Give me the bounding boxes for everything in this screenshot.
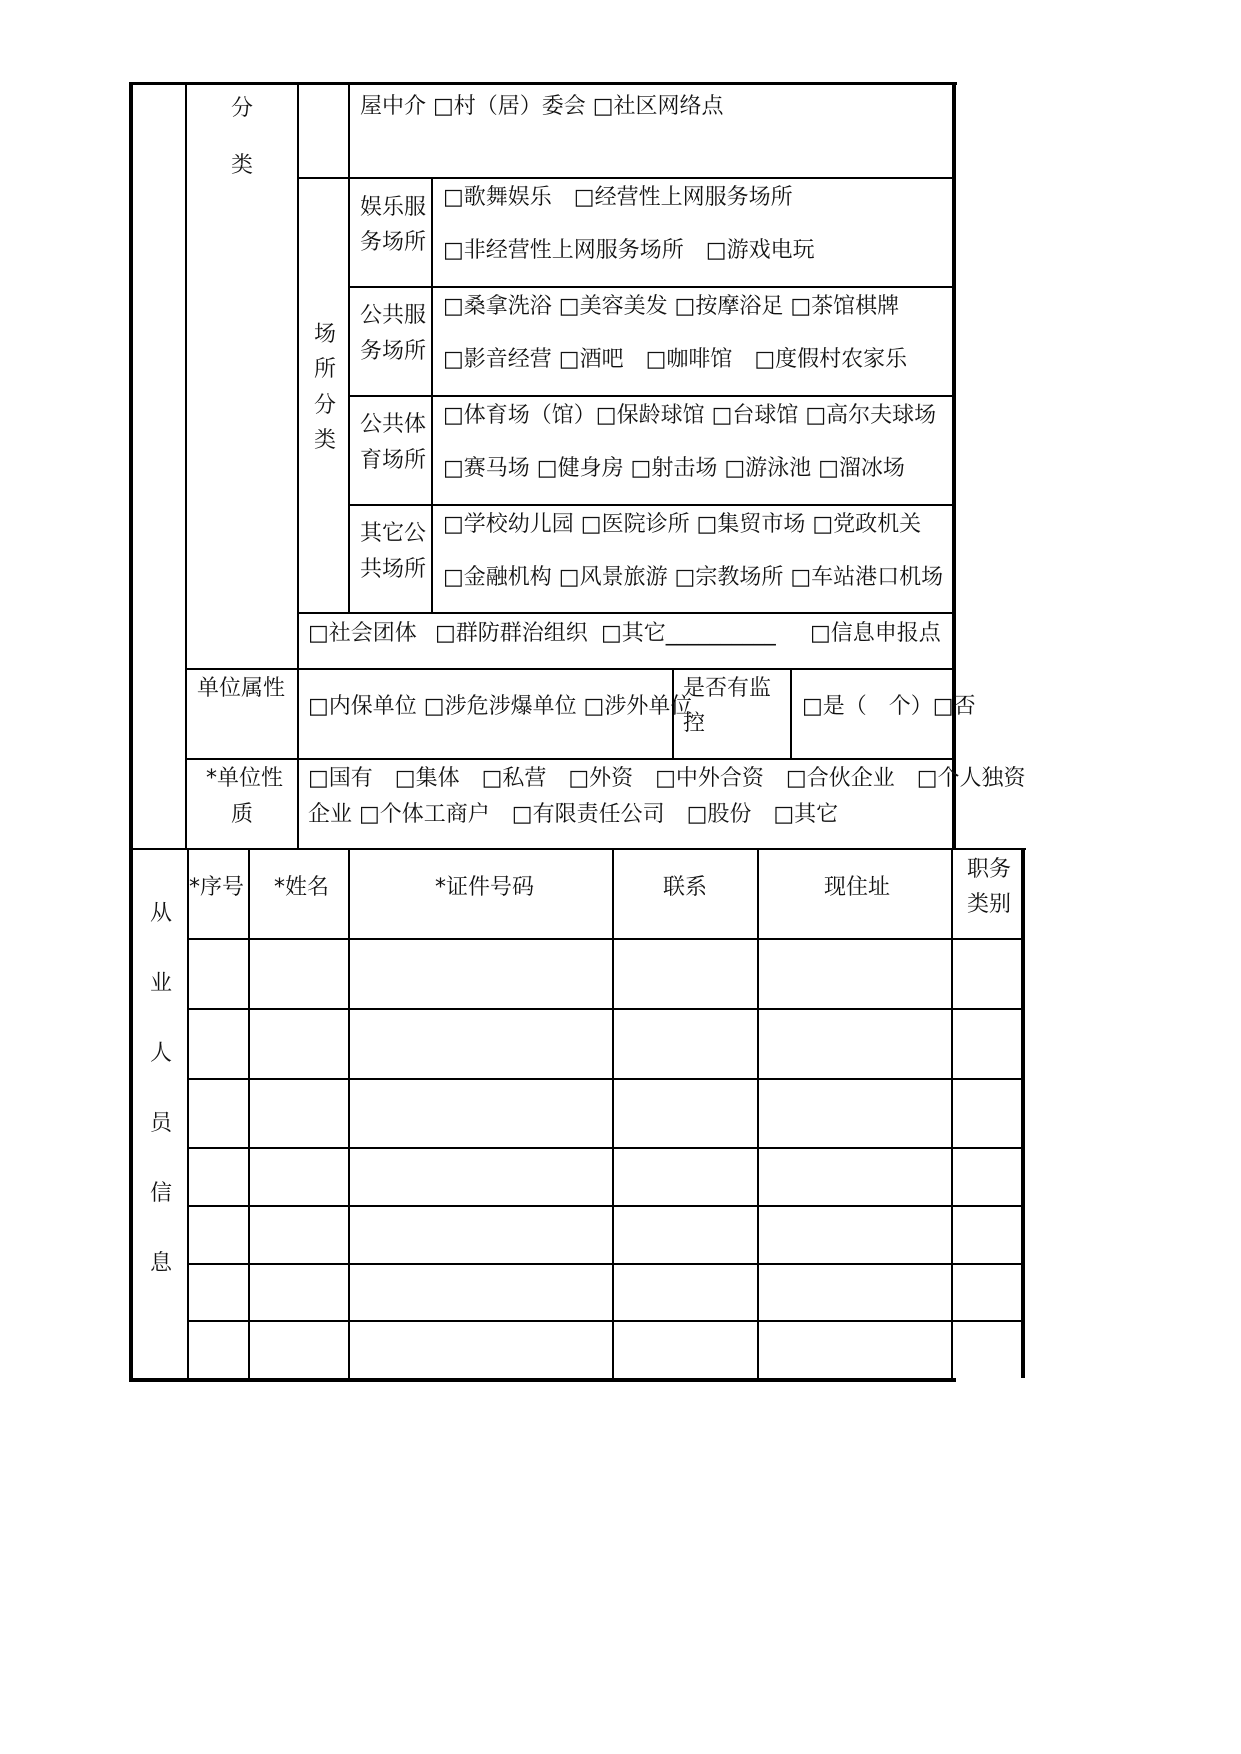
cat4-label-2: 共场所 bbox=[360, 557, 427, 582]
cat1-line-1: □歌舞娱乐 □经营性上网服务场所 bbox=[443, 185, 793, 210]
cat1-label-1: 娱乐服 bbox=[360, 195, 427, 220]
cat3-line-2: □赛马场 □健身房 □射击场 □游泳池 □溜冰场 bbox=[443, 456, 905, 481]
header-address: 现住址 bbox=[824, 875, 891, 900]
cat1-line-2: □非经营性上网服务场所 □游戏电玩 bbox=[443, 238, 815, 263]
unit-nature-line-2[interactable]: 企业 □个体工商户 □有限责任公司 □股份 □其它 bbox=[308, 802, 839, 827]
cat2-line-2: □影音经营 □酒吧 □咖啡馆 □度假村农家乐 bbox=[443, 347, 908, 372]
cat4-line-2: □金融机构 □风景旅游 □宗教场所 □车站港口机场 bbox=[443, 565, 944, 590]
header-seq: *序号 bbox=[189, 875, 245, 900]
fenlei-char-2: 类 bbox=[231, 153, 254, 178]
other-social-group[interactable]: □社会团体 bbox=[308, 621, 417, 646]
cat3-line-1: □体育场（馆）□保龄球馆 □台球馆 □高尔夫球场 bbox=[443, 403, 937, 428]
other-mass-prevention[interactable]: □群防群治组织 bbox=[435, 621, 588, 646]
staff-label-char-6: 息 bbox=[150, 1251, 173, 1276]
cat4-line-1: □学校幼儿园 □医院诊所 □集贸市场 □党政机关 bbox=[443, 512, 922, 537]
cat4-label-1: 其它公 bbox=[360, 521, 427, 546]
staff-label-char-2: 业 bbox=[150, 971, 173, 996]
header-contact: 联系 bbox=[663, 875, 708, 900]
changsuo-char-4: 类 bbox=[314, 428, 337, 453]
unit-attr-label: 单位属性 bbox=[197, 676, 286, 701]
cat1-label-2: 务场所 bbox=[360, 230, 427, 255]
changsuo-char-1: 场 bbox=[314, 322, 337, 347]
staff-label-char-3: 人 bbox=[150, 1041, 173, 1066]
unit-nature-label-2: 质 bbox=[231, 802, 254, 827]
other-other[interactable]: □其它__________ bbox=[601, 621, 776, 646]
header-duty-1: 职务 bbox=[967, 857, 1012, 882]
monitor-options[interactable]: □是（ 个）□否 bbox=[802, 694, 976, 719]
cat2-label-2: 务场所 bbox=[360, 339, 427, 364]
fenlei-char-1: 分 bbox=[231, 96, 254, 121]
unit-nature-label-1: *单位性 bbox=[206, 766, 284, 791]
cat2-line-1: □桑拿洗浴 □美容美发 □按摩浴足 □茶馆棋牌 bbox=[443, 294, 900, 319]
changsuo-char-2: 所 bbox=[314, 357, 337, 382]
unit-attr-options[interactable]: □内保单位 □涉危涉爆单位 □涉外单位 bbox=[308, 694, 693, 719]
staff-label-char-4: 员 bbox=[150, 1111, 173, 1136]
cat3-label-2: 育场所 bbox=[360, 448, 427, 473]
staff-label-char-1: 从 bbox=[150, 901, 173, 926]
header-id-number: *证件号码 bbox=[435, 875, 535, 900]
unit-nature-line-1[interactable]: □国有 □集体 □私营 □外资 □中外合资 □合伙企业 □个人独资 bbox=[308, 766, 1026, 791]
cat2-label-1: 公共服 bbox=[360, 303, 427, 328]
changsuo-char-3: 分 bbox=[314, 393, 337, 418]
header-duty-2: 类别 bbox=[967, 892, 1012, 917]
header-name: *姓名 bbox=[274, 875, 330, 900]
cat3-label-1: 公共体 bbox=[360, 412, 427, 437]
monitor-label-2: 控 bbox=[683, 711, 706, 736]
staff-label-char-5: 信 bbox=[150, 1181, 173, 1206]
row0-text: 屋中介 □村（居）委会 □社区网络点 bbox=[360, 94, 724, 119]
other-info-report[interactable]: □信息申报点 bbox=[810, 621, 941, 646]
monitor-label-1: 是否有监 bbox=[683, 676, 772, 701]
